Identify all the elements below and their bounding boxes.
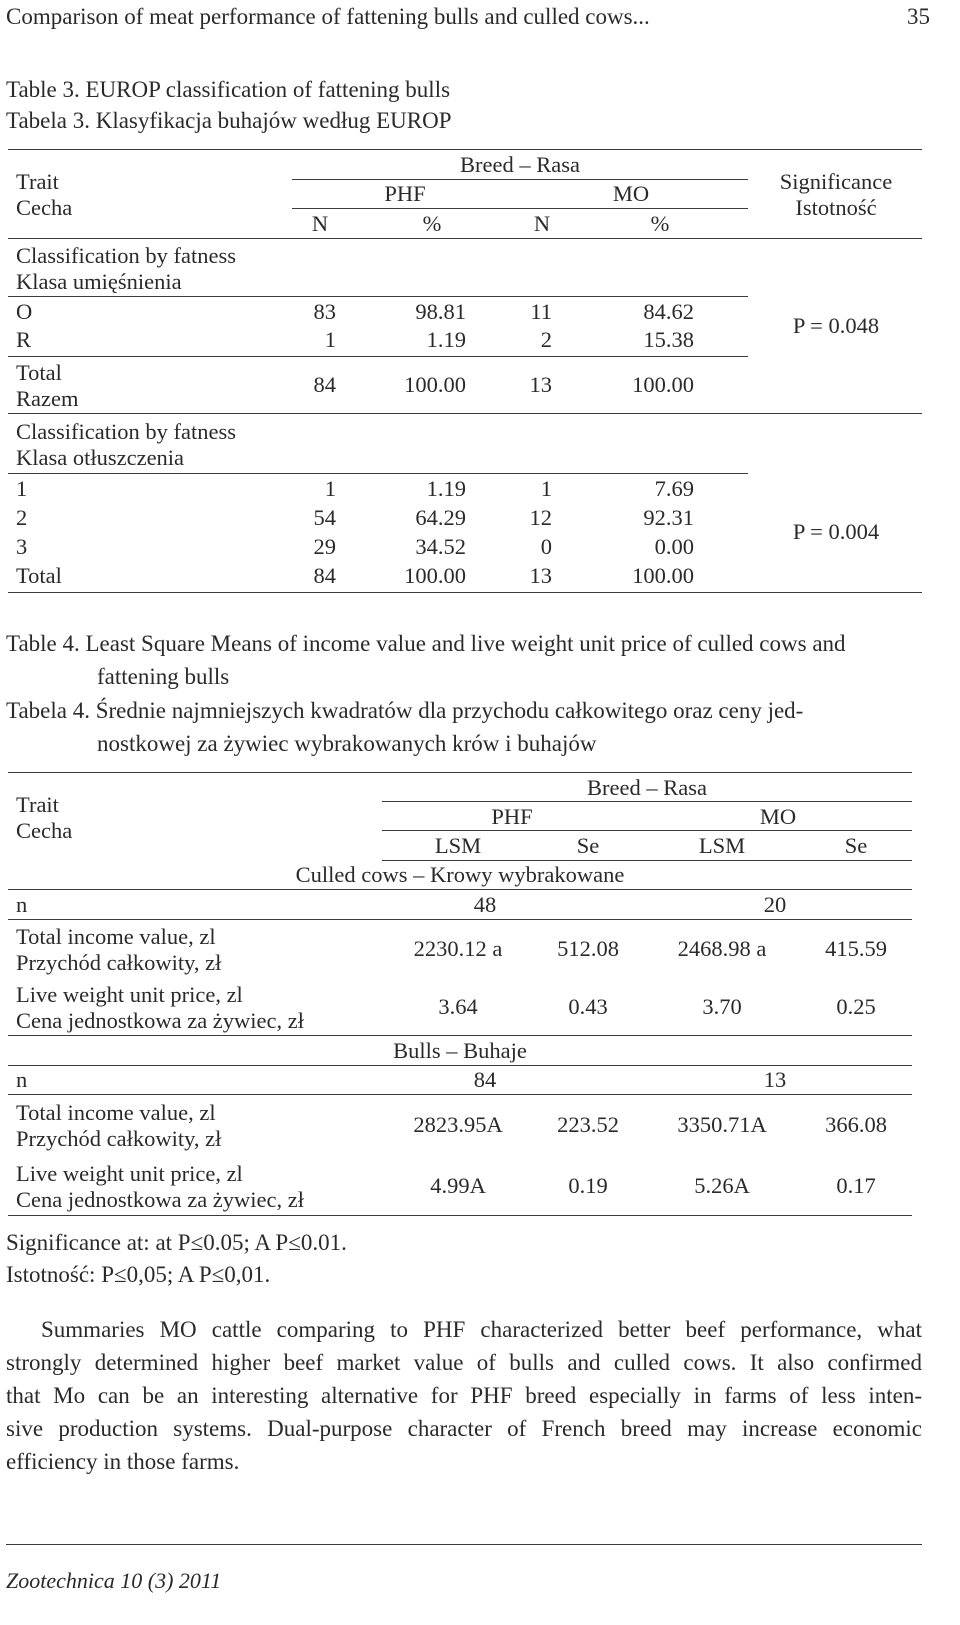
phf-lsm: 3.64 — [438, 994, 478, 1019]
phf-se: 0.19 — [568, 1173, 608, 1198]
table4-group2-title-rule — [8, 1065, 912, 1066]
row-label: Total — [16, 563, 62, 588]
row-label: 3 — [16, 534, 28, 559]
table4-caption-en-cont: fattening bulls — [97, 664, 230, 689]
row-label: O — [16, 299, 33, 324]
phf-n: 84 — [313, 563, 336, 588]
mo-n: 13 — [763, 1067, 787, 1092]
mo-lsm: 2468.98 a — [677, 936, 767, 961]
mo-se: 366.08 — [825, 1112, 887, 1137]
mo-n: 1 — [540, 476, 552, 501]
row-label: Total income value, zl Przychód całkowity, zł — [16, 924, 222, 975]
table4-group-title: Culled cows – Krowy wybrakowane — [295, 862, 625, 887]
mo-pct: 92.31 — [643, 505, 694, 530]
phf-pct: 98.81 — [415, 299, 466, 324]
row-label: 2 — [16, 505, 28, 530]
mo-n: 20 — [763, 892, 787, 917]
paragraph-line: efficiency in those farms. — [6, 1449, 240, 1474]
table3-breed-header: Breed – Rasa — [460, 152, 580, 177]
footer-rule — [6, 1544, 922, 1545]
row-label: 1 — [16, 476, 28, 501]
phf-se: 223.52 — [557, 1112, 619, 1137]
table3-section1-title: Classification by fatness Klasa umięśnienia — [16, 243, 236, 294]
mo-pct: 100.00 — [632, 372, 694, 397]
table3-section2-title-rule — [8, 473, 748, 474]
table3-header-rule — [8, 238, 922, 239]
table3-section1-total-rule — [8, 356, 748, 357]
mo-n: 0 — [540, 534, 552, 559]
mo-lsm: 5.26A — [694, 1173, 750, 1198]
table3-significance-2: P = 0.004 — [792, 519, 880, 544]
table3-subheader-pct: % — [650, 211, 670, 236]
table4-group-title: Bulls – Buhaje — [393, 1038, 527, 1063]
phf-n: 48 — [473, 892, 497, 917]
page-number: 35 — [907, 4, 930, 29]
table3-significance-1: P = 0.048 — [792, 313, 880, 338]
mo-pct: 7.69 — [654, 476, 694, 501]
table3-bottom-rule — [8, 592, 922, 593]
table4-breed-rule — [382, 801, 912, 802]
table3-subheader-n: N — [533, 211, 551, 236]
mo-pct: 15.38 — [643, 327, 694, 352]
mo-lsm: 3.70 — [702, 994, 742, 1019]
table3-trait-header: Trait Cecha — [16, 169, 73, 220]
table4-note-en: Significance at: at P≤0.05; A P≤0.01. — [6, 1230, 347, 1255]
table3-subheader-n: N — [311, 211, 329, 236]
row-label: Live weight unit price, zl Cena jednostkowa za żywiec, zł — [16, 1161, 305, 1212]
table3-section2-title: Classification by fatness Klasa otłuszczenia — [16, 419, 236, 470]
phf-n: 1 — [324, 327, 336, 352]
table4-group2-rule — [8, 1035, 912, 1036]
mo-se: 0.17 — [836, 1173, 876, 1198]
table4-subheader-lsm: LSM — [698, 833, 746, 858]
table3-breed-subrule — [292, 208, 748, 209]
table4-breed-subrule — [382, 830, 912, 831]
mo-n: 11 — [530, 299, 552, 324]
phf-pct: 34.52 — [415, 534, 466, 559]
phf-pct: 100.00 — [404, 563, 466, 588]
row-label: Total Razem — [16, 360, 79, 411]
paragraph-line: Summaries MO cattle comparing to PHF characterized better beef performance, what — [41, 1317, 922, 1342]
mo-lsm: 3350.71A — [677, 1112, 767, 1137]
table3-mo-header: MO — [612, 181, 650, 206]
phf-pct: 100.00 — [404, 372, 466, 397]
table4-bottom-rule — [8, 1215, 912, 1216]
row-label: Live weight unit price, zl Cena jednostkowa za żywiec, zł — [16, 982, 305, 1033]
paragraph-line: strongly determined higher beef market value of bulls and culled cows. It also confirmed — [6, 1350, 922, 1375]
mo-n: 13 — [529, 372, 552, 397]
phf-n: 84 — [313, 372, 336, 397]
mo-n: 13 — [529, 563, 552, 588]
table3-top-rule — [8, 149, 922, 150]
table4-phf-header: PHF — [491, 804, 533, 829]
row-label: n — [16, 892, 28, 917]
paragraph-line: that Mo can be an interesting alternative for PHF breed especially in farms of less inten- — [6, 1383, 922, 1408]
table3-significance-header: Significance Istotność — [779, 169, 893, 220]
table3-breed-rule — [292, 179, 748, 180]
mo-pct: 0.00 — [654, 534, 694, 559]
table3-caption-pl: Tabela 3. Klasyfikacja buhajów według EUROP — [6, 108, 452, 133]
paragraph-line: sive production systems. Dual-purpose character of French breed may increase economic — [6, 1416, 922, 1441]
table4-group1-rule — [8, 889, 912, 890]
table4-subheader-rule — [382, 860, 912, 861]
phf-lsm: 4.99A — [430, 1173, 486, 1198]
table4-note-pl: Istotność: P≤0,05; A P≤0,01. — [6, 1262, 271, 1287]
table3-section2-rule — [8, 413, 922, 414]
phf-n: 29 — [313, 534, 336, 559]
table3-phf-header: PHF — [384, 181, 426, 206]
mo-pct: 84.62 — [643, 299, 694, 324]
phf-se: 0.43 — [568, 994, 608, 1019]
mo-pct: 100.00 — [632, 563, 694, 588]
table3-caption-en: Table 3. EUROP classification of fattening bulls — [6, 77, 451, 102]
row-label: R — [16, 327, 32, 352]
table4-subheader-se: Se — [844, 833, 868, 858]
phf-n: 83 — [313, 299, 336, 324]
phf-se: 512.08 — [557, 936, 619, 961]
row-label: Total income value, zl Przychód całkowity, zł — [16, 1100, 222, 1151]
mo-se: 0.25 — [836, 994, 876, 1019]
table4-n2-rule — [8, 1094, 912, 1095]
table4-caption-pl: Tabela 4. Średnie najmniejszych kwadratów dla przychodu całkowitego oraz ceny jed- — [6, 698, 804, 723]
table4-trait-header: Trait Cecha — [16, 792, 73, 843]
phf-lsm: 2823.95A — [413, 1112, 503, 1137]
phf-n: 1 — [324, 476, 336, 501]
phf-n: 84 — [473, 1067, 497, 1092]
table4-subheader-se: Se — [576, 833, 600, 858]
table3-subheader-pct: % — [422, 211, 442, 236]
phf-pct: 64.29 — [415, 505, 466, 530]
table4-mo-header: MO — [759, 804, 797, 829]
mo-n: 12 — [529, 505, 552, 530]
table4-caption-en: Table 4. Least Square Means of income value and live weight unit price of culled cows and — [6, 631, 846, 656]
table3-section1-rule — [8, 296, 748, 297]
mo-n: 2 — [540, 327, 552, 352]
footer-journal: Zootechnica 10 (3) 2011 — [6, 1568, 222, 1593]
phf-n: 54 — [313, 505, 336, 530]
table4-breed-header: Breed – Rasa — [587, 775, 707, 800]
phf-pct: 1.19 — [426, 327, 466, 352]
table4-subheader-lsm: LSM — [434, 833, 482, 858]
body-paragraph — [6, 1313, 922, 1478]
table4-n1-rule — [8, 919, 912, 920]
row-label: n — [16, 1067, 28, 1092]
phf-lsm: 2230.12 a — [413, 936, 503, 961]
table4-caption-pl-cont: nostkowej za żywiec wybrakowanych krów i buhajów — [97, 731, 597, 756]
table4-top-rule — [8, 772, 912, 773]
running-title: Comparison of meat performance of fattening bulls and culled cows... — [6, 4, 650, 29]
phf-pct: 1.19 — [426, 476, 466, 501]
mo-se: 415.59 — [825, 936, 887, 961]
